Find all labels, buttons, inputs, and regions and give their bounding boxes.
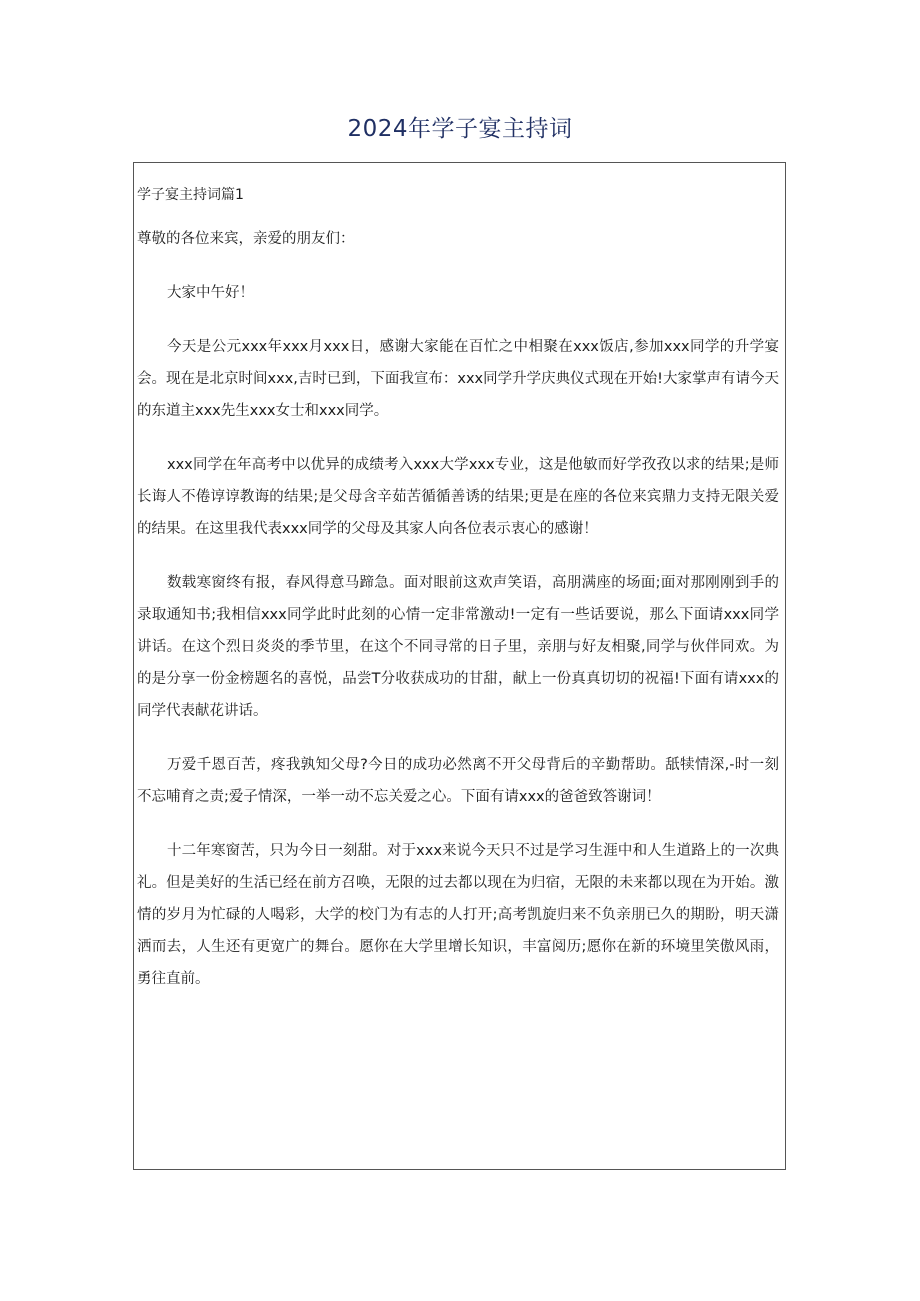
achievement-paragraph: xxx同学在年高考中以优异的成绩考入xxx大学xxx专业，这是他敏而好学孜孜以求的结果;是师长诲人不倦谆谆教诲的结果;是父母含辛茹苦循循善诱的结果;更是在座的各位来宾鼎力支持无限关爱的结果。在这里我代表xxx同学的父母及其家人向各位表示衷心的感谢！ — [137, 457, 779, 537]
greeting-paragraph: 大家中午好！ — [167, 285, 254, 301]
content-box — [133, 162, 786, 1170]
salutation-paragraph: 尊敬的各位来宾，亲爱的朋友们： — [137, 231, 355, 247]
document-title: 2024年学子宴主持词 — [347, 116, 573, 142]
student-speech-paragraph: 数载寒窗终有报，春风得意马蹄急。面对眼前这欢声笑语，高朋满座的场面;面对那刚刚到手的录取通知书;我相信xxx同学此时此刻的心情一定非常激动!一定有一些话要说，那么下面请xxx同学讲话。在这个烈日炎炎的季节里，在这个不同寻常的日子里，亲朋与好友相聚,同学与伙伴同欢。为的是分享一份金榜题名的喜悦，品尝T分收获成功的甘甜，献上一份真真切切的祝福!下面有请xxx的同学代表献花讲话。 — [137, 575, 779, 719]
parents-paragraph: 万爱千恩百苦，疼我孰知父母?今日的成功必然离不开父母背后的辛勤帮助。舐犊情深,-时一刻不忘哺育之责;爱子情深，一举一动不忘关爱之心。下面有请xxx的爸爸致答谢词！ — [137, 757, 779, 805]
section-heading: 学子宴主持词篇1 — [137, 187, 244, 203]
closing-paragraph: 十二年寒窗苦，只为今日一刻甜。对于xxx来说今天只不过是学习生涯中和人生道路上的一次典礼。但是美好的生活已经在前方召唤，无限的过去都以现在为归宿，无限的未来都以现在为开始。激情的岁月为忙碌的人喝彩，大学的校门为有志的人打开;高考凯旋归来不负亲朋已久的期盼，明天潇洒而去，人生还有更宽广的舞台。愿你在大学里增长知识，丰富阅历;愿你在新的环境里笑傲风雨，勇往直前。 — [137, 843, 779, 987]
opening-paragraph: 今天是公元xxx年xxx月xxx日，感谢大家能在百忙之中相聚在xxx饭店,参加xxx同学的升学宴会。现在是北京时间xxx,吉时已到，下面我宣布：xxx同学升学庆典仪式现在开始!大家掌声有请今天的东道主xxx先生xxx女士和xxx同学。 — [137, 339, 779, 419]
